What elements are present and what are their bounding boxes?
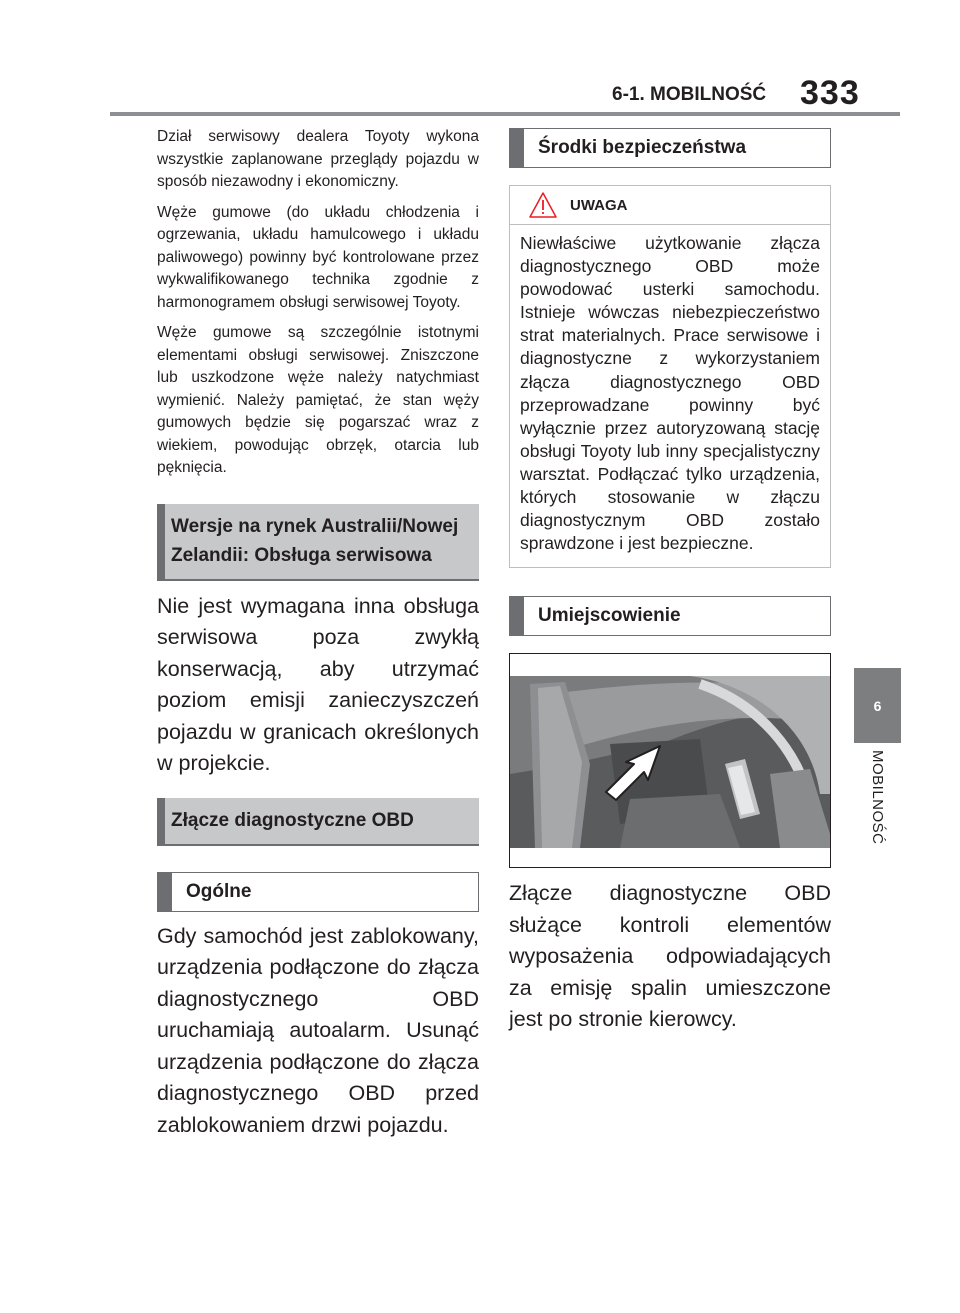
obd-location-photo [509,653,831,868]
paragraph-autoalarm: Gdy samochód jest zablokowany, urządzenia podłączone do złącza diagnostycznego OBD uruchamiają autoalarm. Usunąć urządzenia podłączone do złącza diagnostycznego OBD przed zablokowaniem drzwi pojazdu. [157,923,479,1137]
warning-text: Niewłaściwe użytkowanie złącza diagnostycznego OBD może powodować usterki samochodu. Istnieje wówczas niebezpieczeństwo strat materialnych. Prace serwisowe i diagnostyczne z wykorzystaniem złącza diagnostycznego OBD przeprowadzane powinny być wyłącznie przez autoryzowaną stację obsługi Toyoty lub inny specjalistyczny warsztat. Podłączać tylko urządzenia, których stosowanie w złączu diagnostycznym OBD zostało sprawdzone i jest bezpieczne. [520,233,820,554]
right-column [509,128,831,1036]
header-rule [110,112,900,116]
chapter-number: 6 [873,697,882,714]
heading-obd-connector: Złącze diagnostyczne OBD [157,798,479,846]
car-interior-illustration [510,654,830,867]
section-label: 6-1. MOBILNOŚĆ [612,84,767,105]
heading-australia-service: Wersje na rynek Australii/Nowej Zelandii: Obsługa serwisowa [157,504,479,581]
paragraph-hose-replacement: Węże gumowe są szczególnie istotnymi elementami obsługi serwisowej. Zniszczone lub uszkodzone węże należy natychmiast wymienić. Należy pamiętać, że stan węży gumowych będzie się pogarszać wraz z wiekiem, powodując obrzęk, otarcia lub pęknięcia. [157,324,479,476]
warning-title: UWAGA [570,196,628,214]
paragraph-dealer-service: Dział serwisowy dealera Toyoty wykona wszystkie zaplanowane przeglądy pojazdu w sposób niezawodny i ekonomiczny. [157,128,479,190]
left-column [157,126,479,1141]
paragraph-emission-maintenance: Nie jest wymagana inna obsługa serwisowa poza zwykłą konserwacją, aby utrzymać poziom emisji zanieczyszczeń pojazdu w granicach określonych w projekcie. [157,593,479,775]
heading-location: Umiejscowienie [509,596,831,636]
warning-triangle-icon [528,191,558,219]
heading-general: Ogólne [157,872,479,912]
paragraph-obd-location: Złącze diagnostyczne OBD służące kontroli elementów wyposażenia odpowiadających za emisję spalin umieszczone jest po stronie kierowcy. [509,881,831,1032]
page-number: 333 [800,74,860,112]
warning-box [509,185,831,568]
chapter-label: MOBILNOŚĆ [869,750,886,845]
warning-header [510,186,830,225]
heading-safety: Środki bezpieczeństwa [509,128,831,168]
paragraph-rubber-hoses: Węże gumowe (do układu chłodzenia i ogrzewania, układu hamulcowego i układu paliwowego) powinny być kontrolowane przez wykwalifikowanego technika zgodnie z harmonogramem obsługi serwisowej Toyoty. [157,203,479,311]
chapter-tab[interactable] [854,668,901,743]
